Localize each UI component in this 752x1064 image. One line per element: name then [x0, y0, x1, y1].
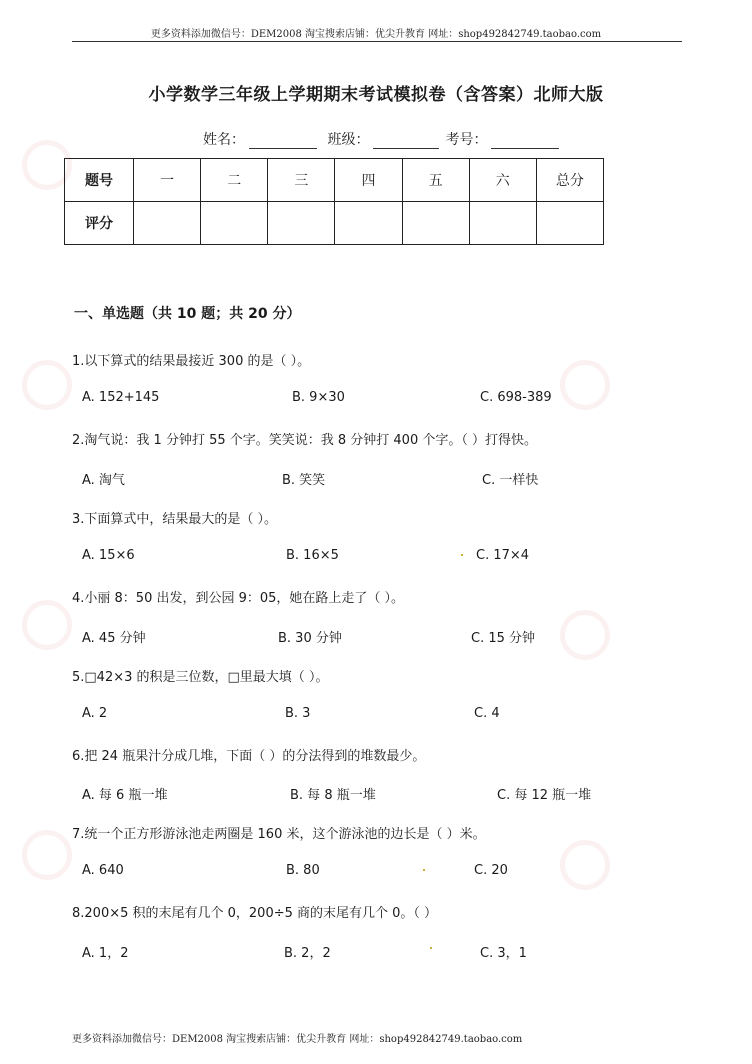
option-c[interactable]: C. 698-389: [480, 390, 552, 405]
option-a[interactable]: A. 15×6: [82, 548, 135, 563]
column-header: 三: [268, 159, 335, 202]
section-title: 一、单选题（共 10 题；共 20 分）: [74, 306, 301, 322]
option-c[interactable]: C. 17×4: [476, 548, 530, 563]
option-a[interactable]: A. 45 分钟: [82, 631, 146, 646]
column-header: 六: [469, 159, 536, 202]
stray-dot: [461, 554, 463, 556]
option-c[interactable]: C. 15 分钟: [471, 631, 536, 646]
score-cell[interactable]: [469, 202, 536, 245]
watermark-logo-icon: [560, 840, 610, 890]
option-a[interactable]: A. 淘气: [82, 473, 125, 488]
question-text: 2.淘气说：我 1 分钟打 55 个字。笑笑说：我 8 分钟打 400 个字。（ ）打得快。: [72, 433, 537, 448]
column-header: 四: [335, 159, 402, 202]
watermark-logo-icon: [22, 600, 72, 650]
class-blank[interactable]: [373, 134, 439, 149]
question-text: 5.□42×3 的积是三位数，□里最大填（ ）。: [72, 670, 329, 685]
question-text: 6.把 24 瓶果汁分成几堆，下面（ ）的分法得到的堆数最少。: [72, 749, 426, 764]
question-text: 4.小丽 8：50 出发，到公园 9：05，她在路上走了（ ）。: [72, 591, 405, 606]
watermark-logo-icon: [560, 610, 610, 660]
option-c[interactable]: C. 一样快: [482, 473, 539, 488]
score-cell[interactable]: [402, 202, 469, 245]
option-a[interactable]: A. 152+145: [82, 390, 160, 405]
option-b[interactable]: B. 30 分钟: [278, 631, 342, 646]
score-table: [64, 158, 604, 245]
exam-no-label: 考号：: [445, 132, 488, 148]
score-cell[interactable]: [335, 202, 402, 245]
option-c[interactable]: C. 3，1: [480, 946, 527, 961]
score-cell[interactable]: [268, 202, 335, 245]
option-a[interactable]: A. 2: [82, 706, 108, 721]
option-c[interactable]: C. 每 12 瓶一堆: [497, 788, 592, 803]
score-table-score-row: [65, 202, 604, 245]
score-table-header-row: [65, 159, 604, 202]
watermark-logo-icon: [22, 360, 72, 410]
option-b[interactable]: B. 每 8 瓶一堆: [290, 788, 376, 803]
class-label: 班级：: [327, 132, 370, 148]
exam-no-blank[interactable]: [491, 134, 559, 149]
student-info-line: [203, 129, 565, 149]
option-b[interactable]: B. 16×5: [286, 548, 339, 563]
stray-dot: [423, 869, 425, 871]
option-a[interactable]: A. 每 6 瓶一堆: [82, 788, 168, 803]
option-c[interactable]: C. 20: [474, 863, 508, 878]
question-text: 8.200×5 积的末尾有几个 0，200÷5 商的末尾有几个 0。（ ）: [72, 906, 438, 921]
question-text: 3.下面算式中，结果最大的是（ ）。: [72, 512, 278, 527]
question-text: 7.统一个正方形游泳池走两圈是 160 米，这个游泳池的边长是（ ）米。: [72, 827, 486, 842]
score-label: 评分: [65, 202, 134, 245]
score-cell[interactable]: [134, 202, 201, 245]
page-header: 更多资料添加微信号：DEM2008 淘宝搜索店铺：优尖升教育 网址：shop492842749.taobao.com: [150, 29, 602, 40]
watermark-logo-icon: [560, 360, 610, 410]
name-label: 姓名：: [203, 132, 245, 148]
question-text: 1.以下算式的结果最接近 300 的是（ ）。: [72, 354, 311, 369]
watermark-logo-icon: [22, 830, 72, 880]
column-header: 一: [134, 159, 201, 202]
stray-dot: [430, 947, 432, 949]
name-blank[interactable]: [249, 134, 317, 149]
page-footer: 更多资料添加微信号：DEM2008 淘宝搜索店铺：优尖升教育 网址：shop492842749.taobao.com: [72, 1034, 523, 1045]
page-title: 小学数学三年级上学期期末考试模拟卷（含答案）北师大版: [148, 85, 604, 105]
option-c[interactable]: C. 4: [474, 706, 500, 721]
option-a[interactable]: A. 640: [82, 863, 124, 878]
option-b[interactable]: B. 80: [286, 863, 320, 878]
header-divider: [72, 41, 682, 42]
question-number-label: 题号: [65, 159, 134, 202]
option-b[interactable]: B. 3: [285, 706, 311, 721]
column-header: 二: [201, 159, 268, 202]
option-b[interactable]: B. 2，2: [284, 946, 331, 961]
option-a[interactable]: A. 1，2: [82, 946, 129, 961]
option-b[interactable]: B. 笑笑: [282, 473, 326, 488]
score-cell[interactable]: [201, 202, 268, 245]
column-header: 五: [402, 159, 469, 202]
column-header: 总分: [536, 159, 603, 202]
score-cell[interactable]: [536, 202, 603, 245]
option-b[interactable]: B. 9×30: [292, 390, 345, 405]
